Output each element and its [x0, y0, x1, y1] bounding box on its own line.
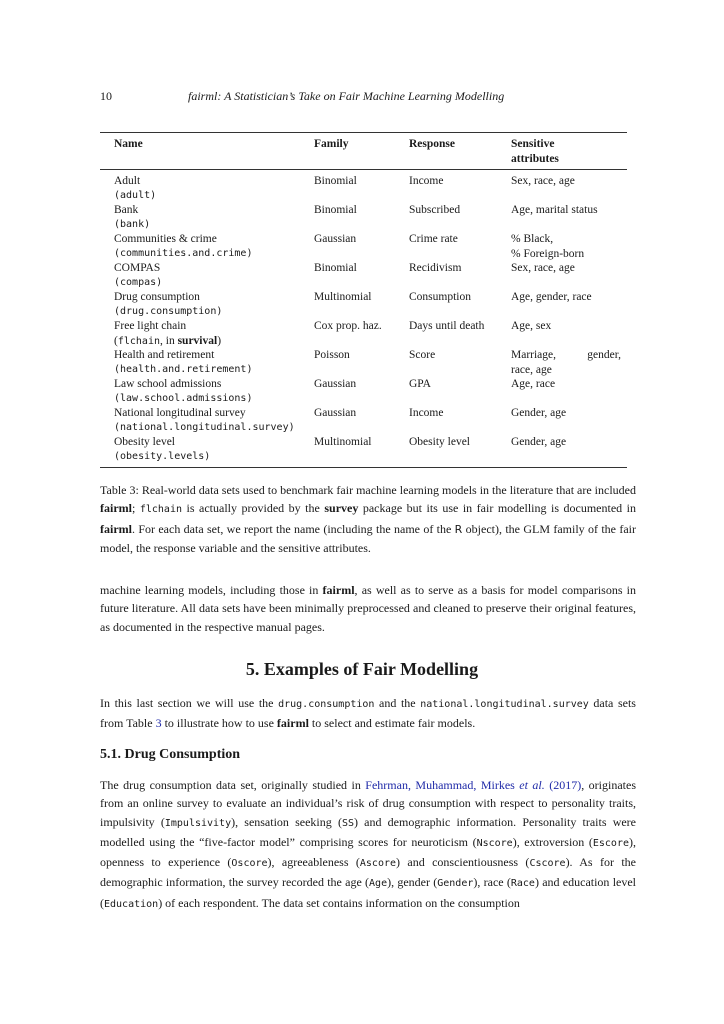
cell-family: Binomial: [314, 262, 357, 274]
cell-sensitive: Sex, race, age: [511, 262, 575, 274]
cell-family: Binomial: [314, 175, 357, 187]
cell-sensitive: Age, race: [511, 378, 556, 390]
cell-name: Health and retirement (health.and.retirement): [114, 349, 253, 375]
cell-name: Drug consumption (drug.consumption): [114, 291, 223, 317]
body-paragraph: In this last section we will use the drug.consumption and the national.longitudinal.survey data sets from Table 3 to illustrate how to use fairml to select and estimate fair models.: [100, 696, 636, 731]
cell-response: Obesity level: [409, 436, 470, 448]
running-title: fairml: A Statistician’s Take on Fair Machine Learning Modelling: [188, 89, 505, 103]
cell-family: Poisson: [314, 349, 350, 361]
cell-response: GPA: [409, 378, 431, 390]
cell-name: Bank (bank): [114, 204, 151, 230]
cell-name: Free light chain (flchain, in survival): [114, 320, 222, 347]
table-row: [100, 377, 627, 406]
table-header-rule: [100, 169, 627, 170]
cell-sensitive: Age, sex: [511, 320, 552, 332]
cell-response: Score: [409, 349, 436, 361]
cell-sensitive: Gender, age: [511, 407, 567, 419]
cell-family: Multinomial: [314, 436, 372, 448]
cell-name: National longitudinal survey (national.longitudinal.survey): [114, 407, 295, 433]
citation-link[interactable]: Fehrman, Muhammad, Mirkes et al.: [365, 778, 545, 792]
table-row: [100, 319, 627, 348]
table-row: [100, 290, 627, 319]
table-top-rule: [100, 132, 627, 133]
cell-family: Binomial: [314, 204, 357, 216]
table-row: [100, 203, 627, 232]
section-heading: 5. Examples of Fair Modelling: [245, 659, 479, 679]
citation-year-link[interactable]: (2017): [549, 778, 582, 792]
cell-family: Gaussian: [314, 407, 357, 419]
cell-sensitive: Marriage, gender, race, age: [511, 349, 621, 376]
cell-family: Multinomial: [314, 291, 372, 303]
col-header-response: Response: [409, 138, 456, 150]
cell-response: Income: [409, 175, 444, 187]
cell-response: Recidivism: [409, 262, 462, 274]
cell-sensitive: Gender, age: [511, 436, 567, 448]
cell-sensitive: Age, gender, race: [511, 291, 592, 303]
table-row: [100, 261, 627, 290]
col-header-sensitive: Sensitive attributes: [511, 138, 559, 165]
table-row: [100, 232, 627, 261]
table-row: [100, 348, 627, 377]
cell-sensitive: Sex, race, age: [511, 175, 575, 187]
table-bottom-rule: [100, 467, 627, 468]
table-row: [100, 174, 627, 203]
cell-response: Consumption: [409, 291, 471, 303]
page-number: 10: [100, 89, 112, 103]
cell-response: Crime rate: [409, 233, 458, 245]
cell-sensitive: Age, marital status: [511, 204, 598, 216]
body-paragraph: The drug consumption data set, originally studied in Fehrman, Muhammad, Mirkes et al. (2017), originates from an online survey to evaluate an individual’s risk of drug consumption with respect to personality traits, impulsivity (Impulsivity), sensation seeking (SS) and demographic information. Personality traits were modelled using the “five-factor model” comprising scores for neuroticism (Nscore), extroversion (Escore), openness to experience (Oscore), agreeableness (Ascore) and conscientiousness (Cscore). As for the demographic information, the survey recorded the age (Age), gender (Gender), race (Race) and education level (Education) of each respondent. The data set contains information on the consumption: [100, 778, 637, 910]
cell-family: Cox prop. haz.: [314, 320, 382, 332]
subsection-heading: 5.1. Drug Consumption: [100, 747, 241, 762]
col-header-family: Family: [314, 138, 349, 150]
cell-response: Subscribed: [409, 204, 461, 216]
body-paragraph: machine learning models, including those in fairml, as well as to serve as a basis for model comparisons in future literature. All data sets have been minimally preprocessed and cleaned to preserve their original features, as documented in the respective manual pages.: [100, 583, 636, 634]
cell-name: COMPAS (compas): [114, 262, 163, 288]
cell-name: Obesity level (obesity.levels): [114, 436, 211, 462]
table-caption: Table 3: Real-world data sets used to benchmark fair machine learning models in the literature that are included fairml; flchain is actually provided by the survey package but its use in fair modelling is documented in fairml. For each data set, we report the name (including the name of the R object), the GLM family of the fair model, the response variable and the sensitive attributes.: [100, 483, 636, 555]
cell-family: Gaussian: [314, 378, 357, 390]
cell-name: Law school admissions (law.school.admissions): [114, 378, 253, 404]
col-header-name: Name: [114, 138, 143, 150]
cell-response: Income: [409, 407, 444, 419]
cell-family: Gaussian: [314, 233, 357, 245]
cell-name: Adult (adult): [114, 175, 157, 201]
cell-sensitive: % Black, % Foreign-born: [511, 233, 585, 260]
cell-name: Communities & crime (communities.and.crime): [114, 233, 253, 259]
table-row: [100, 406, 627, 435]
table-reference-link[interactable]: 3: [155, 716, 162, 731]
cell-response: Days until death: [409, 320, 485, 332]
table-row: [100, 435, 627, 464]
